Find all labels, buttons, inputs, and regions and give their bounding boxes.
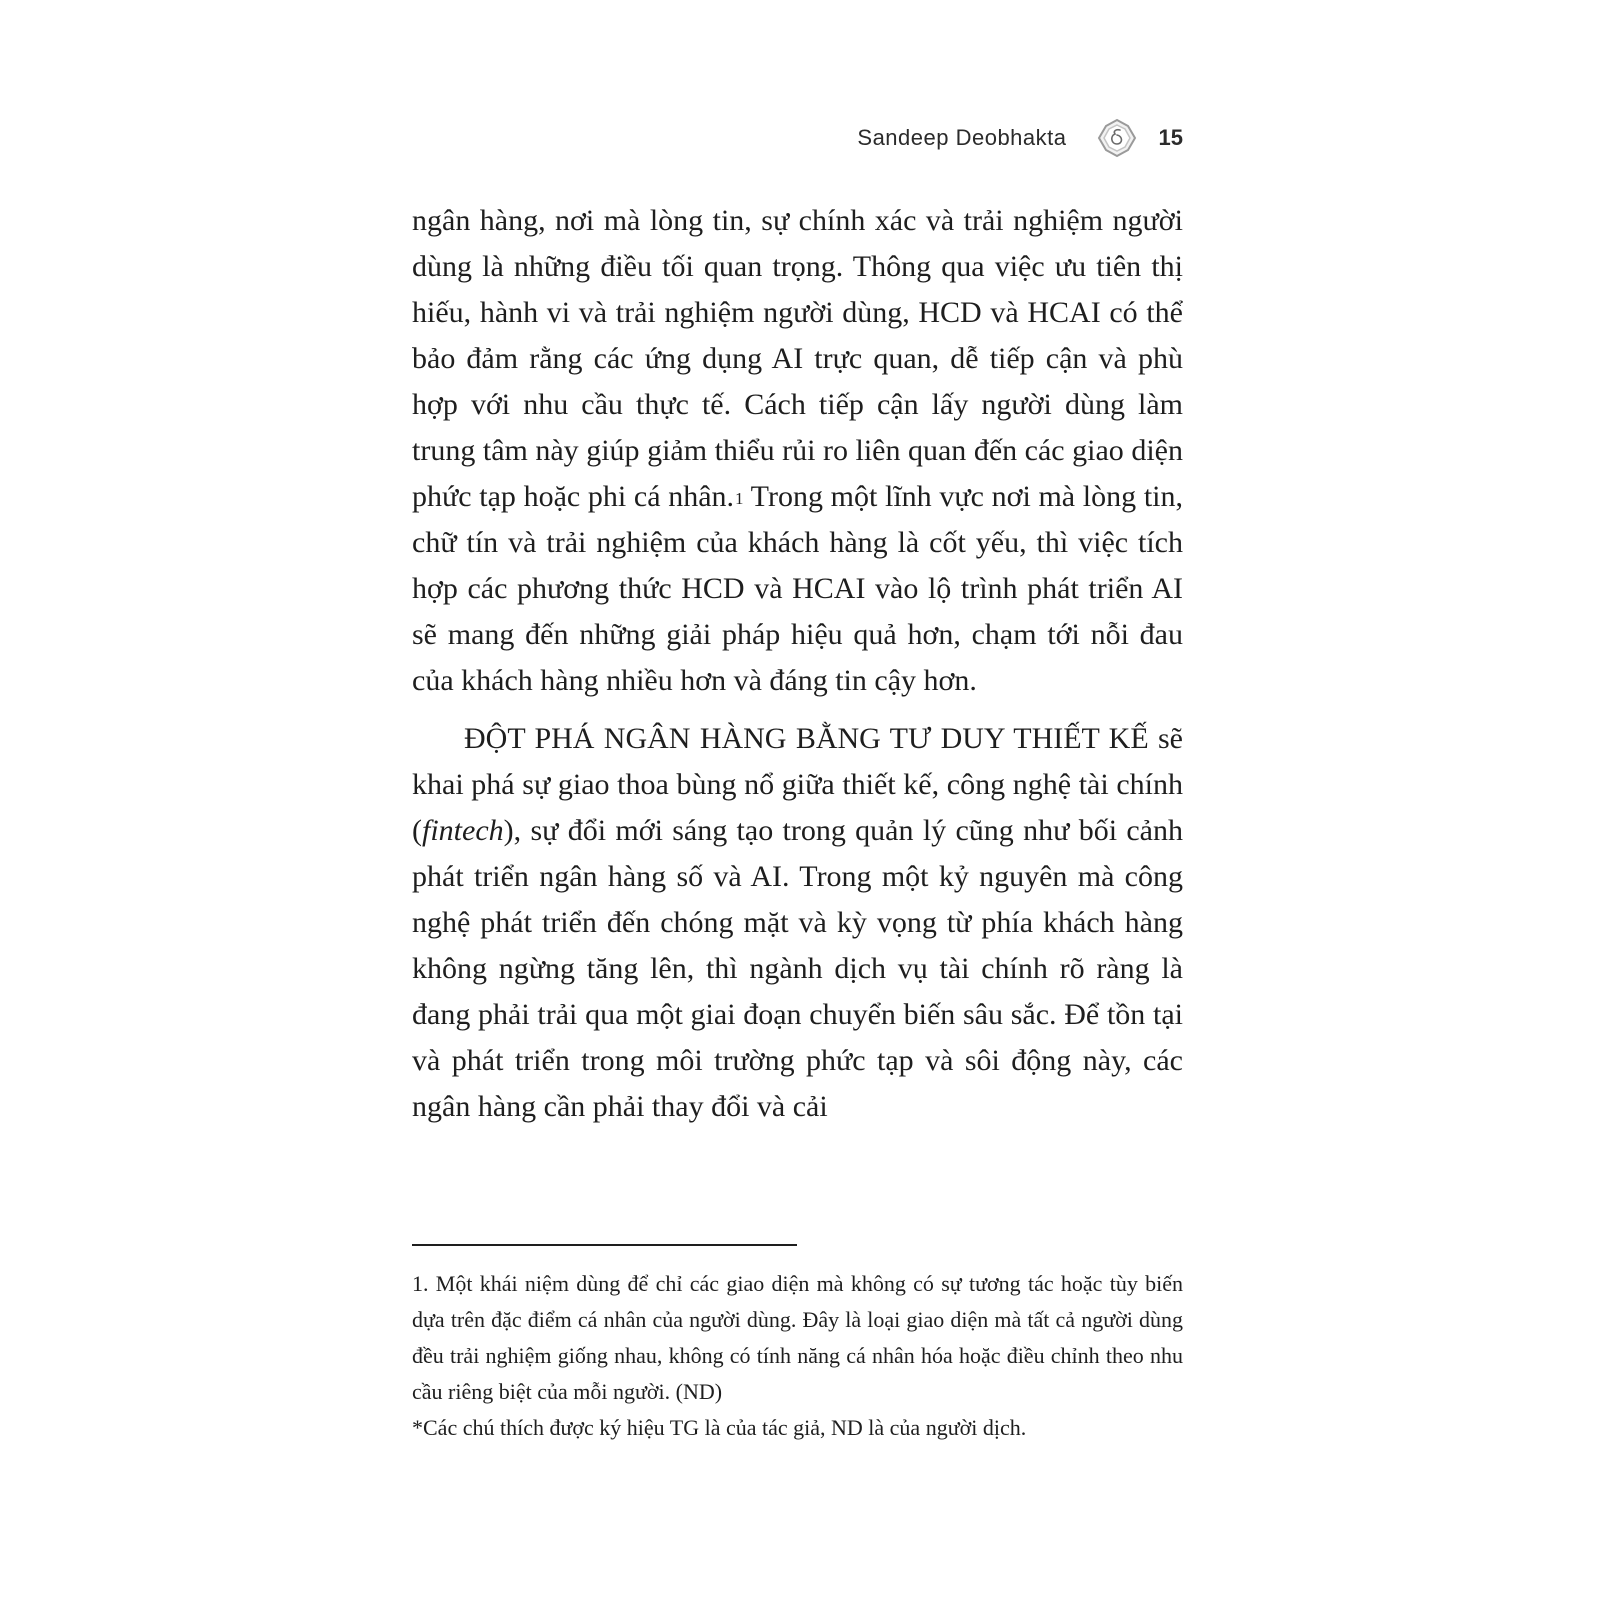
italic-term: fintech: [422, 814, 504, 847]
page-number: 15: [1158, 125, 1183, 150]
footnote-reference: 1: [735, 489, 744, 508]
paragraph-text: ), sự đổi mới sáng tạo trong quản lý cũng như bối cảnh phát triển ngân hàng số và AI. Trong một kỷ nguyên mà công nghệ phát triển đến chóng mặt và kỳ vọng từ phía khách hàng không ngừng tăng lên, thì ngành dịch vụ tài chính rõ ràng là đang phải trải qua một giai đoạn chuyển biến sâu sắc. Để tồn tại và phát triển trong môi trường phức tạp và sôi động này, các ngân hàng cần phải thay đổi và cải: [412, 814, 1183, 1123]
footnote-divider: [412, 1244, 797, 1246]
paragraph-text: ngân hàng, nơi mà lòng tin, sự chính xác và trải nghiệm người dùng là những điều tối quan trọng. Thông qua việc ưu tiên thị hiếu, hành vi và trải nghiệm người dùng, HCD và HCAI có thể bảo đảm rằng các ứng dụng AI trực quan, dễ tiếp cận và phù hợp với nhu cầu thực tế. Cách tiếp cận lấy người dùng làm trung tâm này giúp giảm thiểu rủi ro liên quan đến các giao diện phức tạp hoặc phi cá nhân.: [412, 204, 1183, 513]
footnote-1: 1. Một khái niệm dùng để chỉ các giao diện mà không có sự tương tác hoặc tùy biến dựa trên đặc điểm cá nhân của người dùng. Đây là loại giao diện mà tất cả người dùng đều trải nghiệm giống nhau, không có tính năng cá nhân hóa hoặc điều chỉnh theo nhu cầu riêng biệt của mỗi người. (ND): [412, 1271, 1183, 1404]
footnotes: [412, 1266, 1183, 1446]
running-header: [700, 118, 1183, 158]
publisher-diamond-logo-icon: [1097, 118, 1137, 158]
author-name: Sandeep Deobhakta: [857, 125, 1067, 150]
paragraph-text: Trong một lĩnh vực nơi mà lòng tin, chữ tín và trải nghiệm của khách hàng là cốt yếu, thì việc tích hợp các phương thức HCD và HCAI vào lộ trình phát triển AI sẽ mang đến những giải pháp hiệu quả hơn, chạm tới nỗi đau của khách hàng nhiều hơn và đáng tin cậy hơn.: [412, 480, 1183, 697]
translator-note: *Các chú thích được ký hiệu TG là của tác giả, ND là của người dịch.: [412, 1415, 1027, 1440]
main-text: [412, 198, 1183, 1130]
paragraph: [412, 198, 1183, 704]
paragraph-text: ĐỘT PHÁ NGÂN HÀNG BẰNG TƯ DUY THIẾT KẾ sẽ khai phá sự giao thoa bùng nổ giữa thiết kế, công nghệ tài chính (: [412, 722, 1183, 847]
paragraph: [412, 716, 1183, 1130]
